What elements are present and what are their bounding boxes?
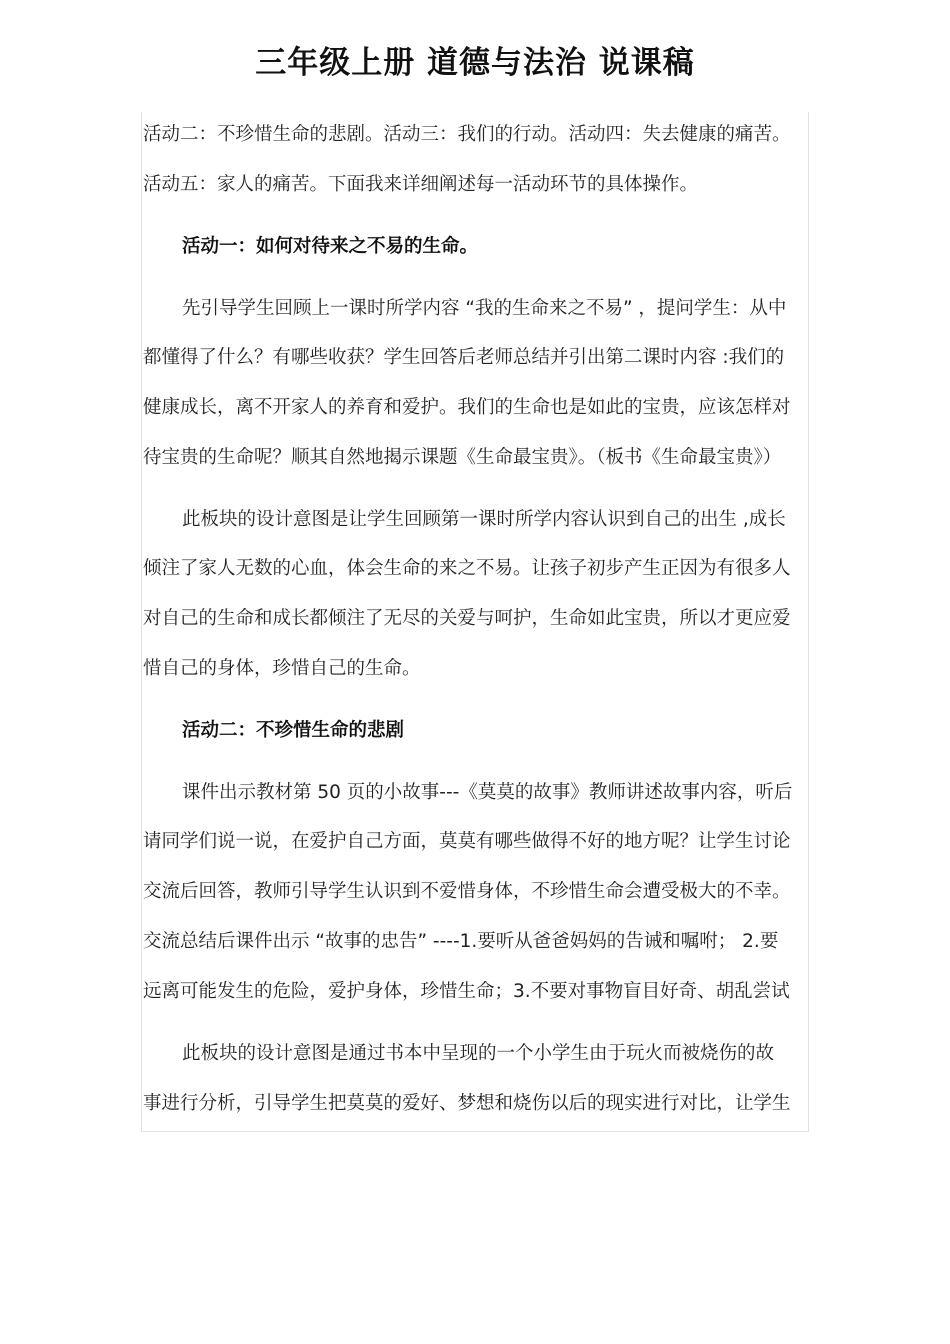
text-line: 都懂得了什么？有哪些收获？学生回答后老师总结并引出第二课时内容 :我们的 <box>143 347 785 368</box>
section-heading: 活动一：如何对待来之不易的生命。 <box>182 236 479 257</box>
text-line: 远离可能发生的危险，爱护身体，珍惜生命；3.不要对事物盲目好奇、胡乱尝试 <box>143 981 790 1002</box>
text-line: 惜自己的身体，珍惜自己的生命。 <box>143 658 421 679</box>
text-line: 事进行分析，引导学生把莫莫的爱好、梦想和烧伤以后的现实进行对比，让学生 <box>143 1093 791 1114</box>
section-heading: 活动二：不珍惜生命的悲剧 <box>182 720 405 741</box>
text-line: 健康成长，离不开家人的养育和爱护。我们的生命也是如此的宝贵，应该怎样对 <box>143 397 791 418</box>
document-title: 三年级上册 道德与法治 说课稿 <box>255 45 695 81</box>
text-line: 待宝贵的生命呢？顺其自然地揭示课题《生命最宝贵》。（板书《生命最宝贵》） <box>143 447 782 468</box>
text-line: 活动五：家人的痛苦。下面我来详细阐述每一活动环节的具体操作。 <box>143 174 699 195</box>
paragraph-first-line: 课件出示教材第 50 页的小故事---《莫莫的故事》教师讲述故事内容，听后 <box>182 782 793 803</box>
paragraph-first-line: 此板块的设计意图是通过书本中呈现的一个小学生由于玩火而被烧伤的故 <box>182 1043 775 1064</box>
text-line: 请同学们说一说，在爱护自己方面，莫莫有哪些做得不好的地方呢？让学生讨论 <box>143 831 791 852</box>
paragraph-first-line: 此板块的设计意图是让学生回顾第一课时所学内容认识到自己的出生 ,成长 <box>182 509 786 530</box>
text-line: 交流总结后课件出示 “故事的忠告” ----1.要听从爸爸妈妈的告诫和嘱咐； 2.要 <box>143 931 779 952</box>
paragraph-first-line: 先引导学生回顾上一课时所学内容 “我的生命来之不易” ，提问学生：从中 <box>182 298 787 319</box>
text-line: 倾注了家人无数的心血，体会生命的来之不易。让孩子初步产生正因为有很多人 <box>143 558 791 579</box>
text-line: 活动二：不珍惜生命的悲剧。活动三：我们的行动。活动四：失去健康的痛苦。 <box>143 124 791 145</box>
text-line: 对自己的生命和成长都倾注了无尽的关爱与呵护，生命如此宝贵，所以才更应爱 <box>143 608 791 629</box>
text-line: 交流后回答，教师引导学生认识到不爱惜身体，不珍惜生命会遭受极大的不幸。 <box>143 881 791 902</box>
